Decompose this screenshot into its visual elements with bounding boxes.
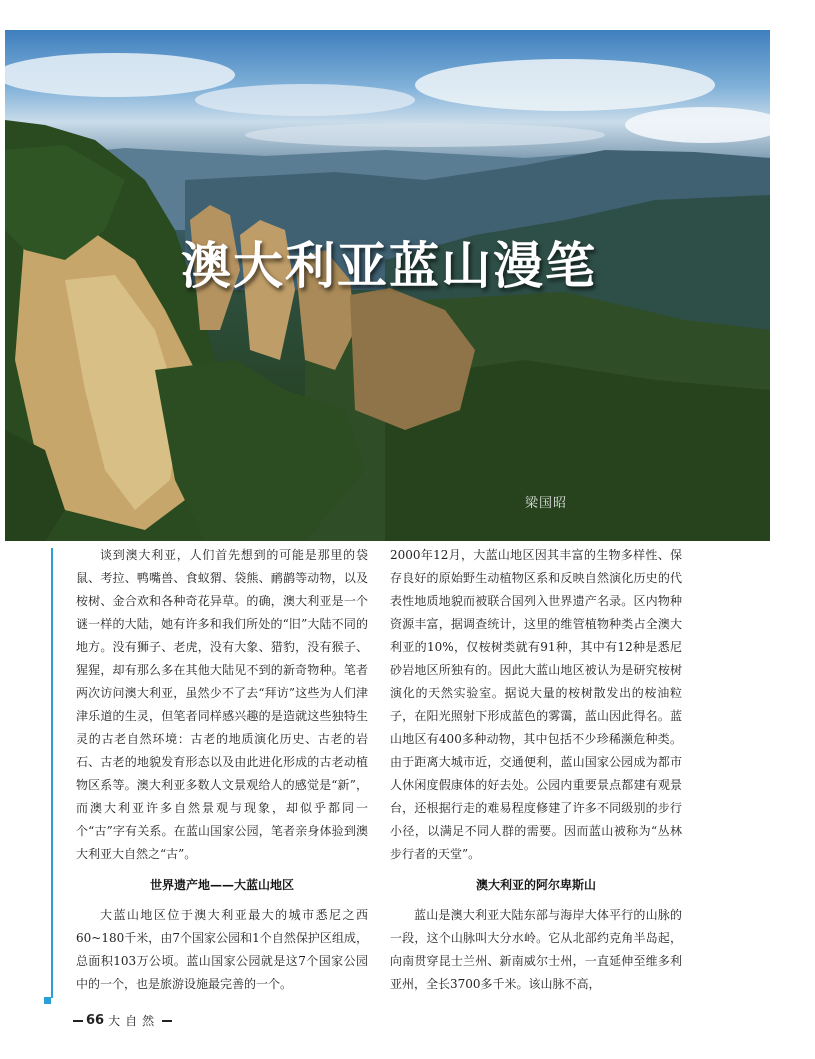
right-column — [390, 544, 682, 996]
intro-paragraph: 谈到澳大利亚，人们首先想到的可能是那里的袋鼠、考拉、鸭嘴兽、食蚁猬、袋熊、鸸鹋等动物，以及桉树、金合欢和各种奇花异草。的确，澳大利亚是一个谜一样的大陆，她有许多和我们所处的“旧”大陆不同的地方。没有狮子、老虎，没有大象、猎豹，没有猴子、猩猩，却有那么多在其他大陆见不到的新奇物种。笔者两次访问澳大利亚，虽然少不了去“拜访”这些为人们津津乐道的生灵，但笔者同样感兴趣的是造就这些独特生灵的古老自然环境：古老的地质演化历史、古老的岩石、古老的地貌发育形态以及由此进化形成的古老动植物区系等。澳大利亚多数人文景观给人的感觉是“新”，而澳大利亚许多自然景观与现象，却似乎都同一个“古”字有关系。在蓝山国家公园，笔者亲身体验到澳大利亚大自然之“古”。 — [76, 548, 368, 861]
page-footer — [70, 1012, 175, 1029]
alps-paragraph: 蓝山是澳大利亚大陆东部与海岸大体平行的山脉的一段，这个山脉叫大分水岭。它从北部约克角半岛起，向南贯穿昆士兰州、新南威尔士州，一直延伸至维多利亚州，全长3700多千米。该山脉不高， — [390, 908, 682, 991]
left-column — [76, 544, 368, 996]
heritage-continued-paragraph: 2000年12月，大蓝山地区因其丰富的生物多样性、保存良好的原始野生动植物区系和反映自然演化历史的代表性地质地貌而被联合国列入世界遗产名录。区内物种资源丰富，据调查统计，这里的维管植物种类占全澳大利亚的10%，仅桉树类就有91种，其中有12种是悉尼砂岩地区所独有的。因此大蓝山地区被认为是研究桉树演化的天然实验室。据说大量的桉树散发出的桉油粒子，在阳光照射下形成蓝色的雾霭，蓝山因此得名。蓝山地区有400多种动物，其中包括不少珍稀濒危种类。由于距离大城市近，交通便利，蓝山国家公园成为都市人休闲度假康体的好去处。公园内重要景点都建有观景台，还根据行走的难易程度修建了许多不同级别的步行小径，以满足不同人群的需要。因而蓝山被称为“丛林步行者的天堂”。 — [390, 548, 682, 861]
section-heading-world-heritage: 世界遗产地——大蓝山地区 — [149, 878, 294, 892]
footer-dash-right — [162, 1020, 172, 1022]
page-number: 66 — [86, 1013, 105, 1028]
section-heading-alps: 澳大利亚的阿尔卑斯山 — [475, 878, 596, 892]
margin-accent-square — [44, 997, 51, 1004]
article-title: 澳大利亚蓝山漫笔 — [181, 236, 597, 295]
world-heritage-paragraph: 大蓝山地区位于澳大利亚最大的城市悉尼之西60~180千米，由7个国家公园和1个自然保护区组成，总面积103万公顷。蓝山国家公园就是这7个国家公园中的一个，也是旅游设施最完善的一个。 — [76, 908, 368, 991]
footer-dash-left — [73, 1020, 83, 1022]
hero-photo — [5, 30, 770, 541]
photo-credit: 梁国昭 — [525, 496, 568, 511]
margin-accent-line — [51, 548, 53, 998]
magazine-name: 大自然 — [108, 1014, 160, 1028]
